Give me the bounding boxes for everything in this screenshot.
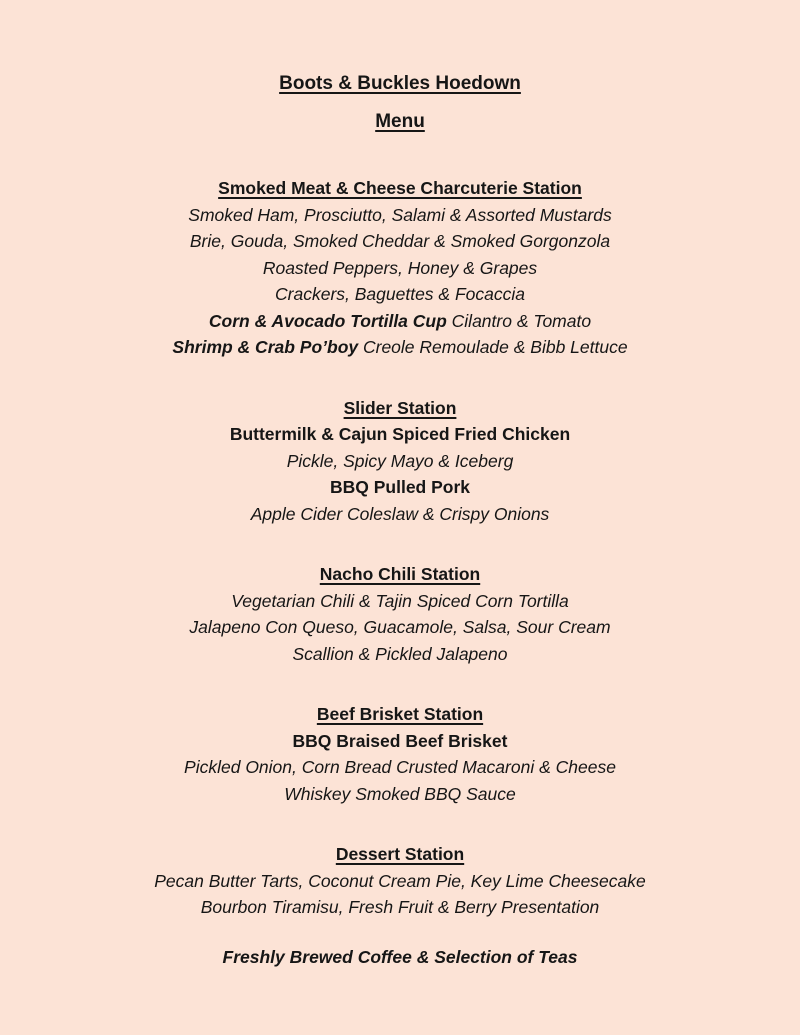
- menu-item: Pickled Onion, Corn Bread Crusted Macaroni & Cheese: [184, 757, 616, 777]
- menu-item: Pickle, Spicy Mayo & Iceberg: [286, 450, 514, 471]
- page-subtitle: [0, 110, 800, 134]
- page-title: [0, 72, 800, 96]
- menu-item: Brie, Gouda, Smoked Cheddar & Smoked Gorgonzola: [189, 231, 611, 251]
- menu-section: [0, 841, 800, 921]
- page-subtitle-text: Menu: [375, 111, 425, 132]
- menu-section: [0, 701, 800, 807]
- section-header-text: Slider Station: [343, 397, 457, 418]
- menu-item-name: Shrimp & Crab Po’boy: [172, 337, 359, 357]
- section-header: [0, 701, 800, 728]
- menu-item: Buttermilk & Cajun Spiced Fried Chicken: [229, 424, 571, 444]
- section-header: [0, 175, 800, 202]
- menu-item: Vegetarian Chili & Tajin Spiced Corn Tortilla: [231, 590, 569, 611]
- menu-item: Jalapeno Con Queso, Guacamole, Salsa, Sour Cream: [189, 617, 611, 637]
- section-header-text: Dessert Station: [335, 844, 465, 864]
- section-header: [0, 561, 800, 588]
- menu-item: Whiskey Smoked BBQ Sauce: [284, 783, 516, 804]
- menu-item: Bourbon Tiramisu, Fresh Fruit & Berry Presentation: [200, 897, 600, 917]
- section-header-text: Beef Brisket Station: [316, 704, 484, 724]
- menu-section: [0, 395, 800, 528]
- menu-item: Roasted Peppers, Honey & Grapes: [262, 257, 538, 278]
- menu-section: [0, 175, 800, 361]
- menu-item: Corn & Avocado Tortilla Cup Cilantro & Tomato: [208, 310, 592, 331]
- menu-item-name: Corn & Avocado Tortilla Cup: [208, 310, 447, 331]
- menu-item: Scallion & Pickled Jalapeno: [292, 643, 508, 664]
- section-header: [0, 841, 800, 868]
- menu-item: Smoked Ham, Prosciutto, Salami & Assorted Mustards: [188, 204, 612, 225]
- menu-item: Shrimp & Crab Po’boy Creole Remoulade & Bibb Lettuce: [172, 337, 628, 357]
- menu-item: Pecan Butter Tarts, Coconut Cream Pie, Key Lime Cheesecake: [154, 870, 646, 891]
- page-title-text: Boots & Buckles Hoedown: [279, 73, 521, 94]
- footer-note: Freshly Brewed Coffee & Selection of Teas: [222, 946, 578, 967]
- menu-item: BBQ Braised Beef Brisket: [292, 730, 508, 751]
- menu-sections: [0, 175, 800, 921]
- menu-item: BBQ Pulled Pork: [329, 477, 471, 497]
- menu-section: [0, 561, 800, 667]
- section-header: [0, 395, 800, 422]
- menu-item: Crackers, Baguettes & Focaccia: [275, 284, 525, 304]
- menu-item: Apple Cider Coleslaw & Crispy Onions: [250, 503, 550, 524]
- section-header-text: Smoked Meat & Cheese Charcuterie Station: [218, 178, 582, 198]
- section-header-text: Nacho Chili Station: [319, 564, 481, 584]
